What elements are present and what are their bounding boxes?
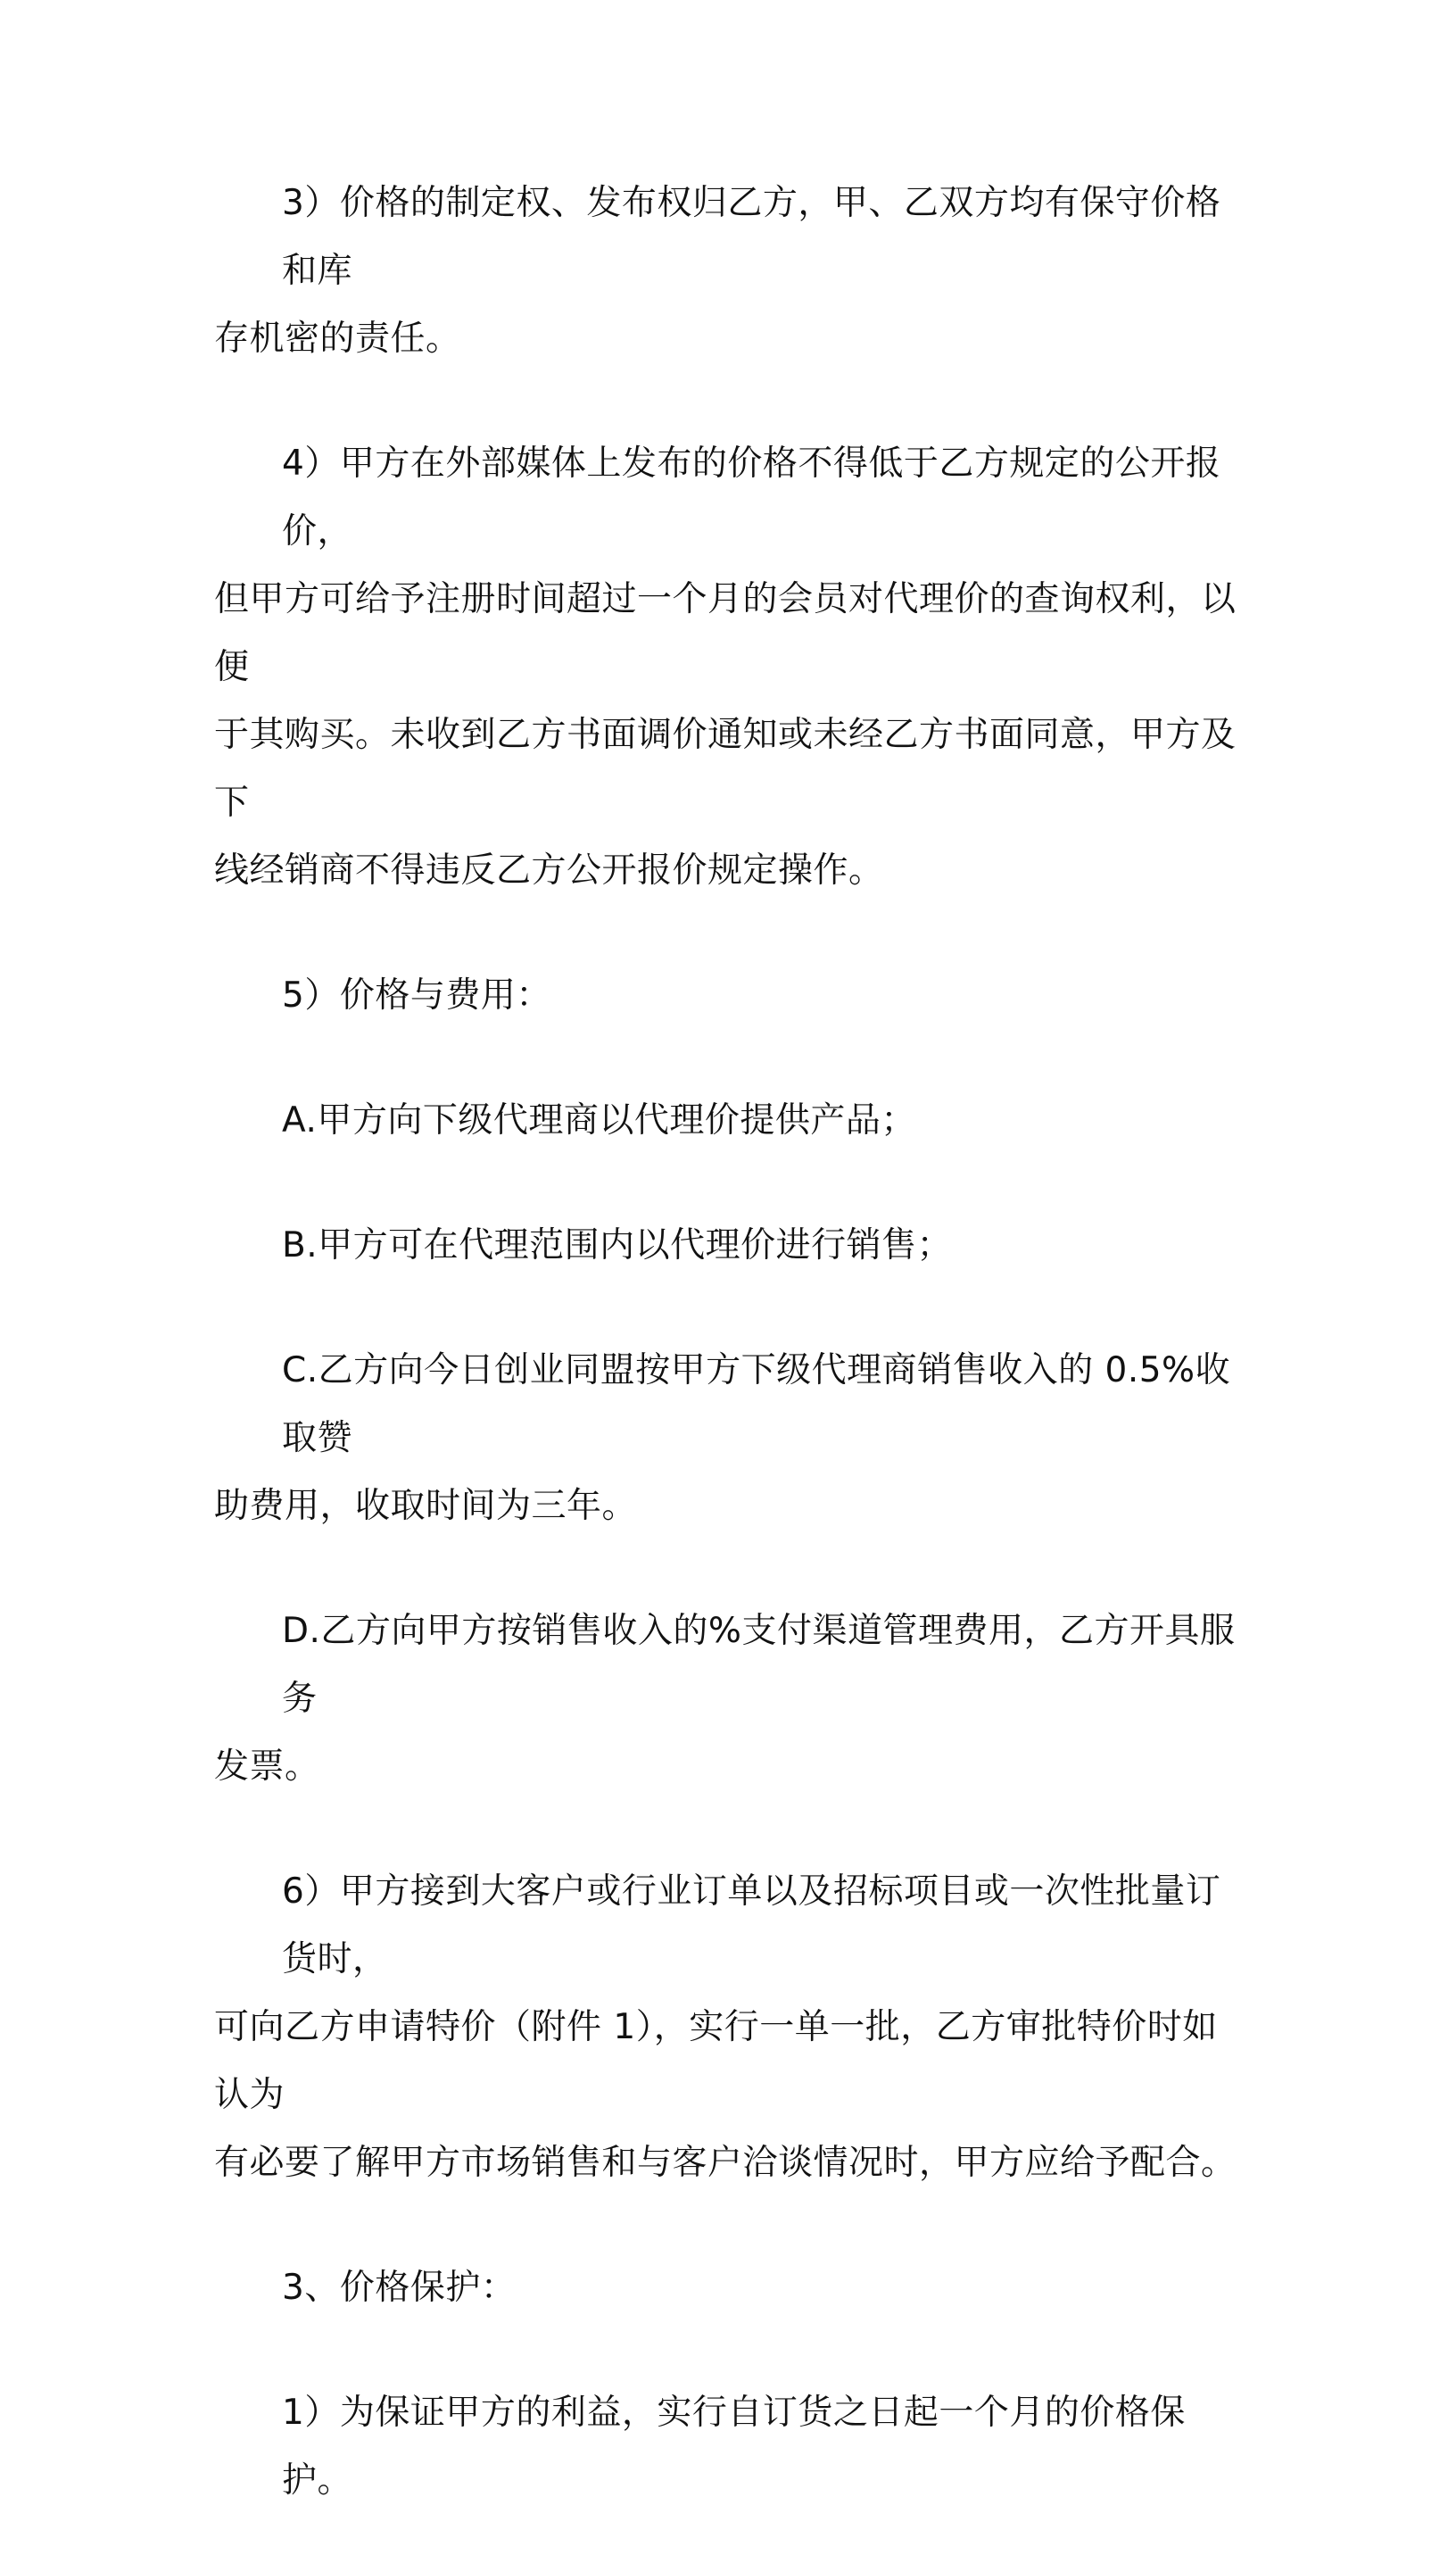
paragraph-4-media-pricing (214, 430, 1240, 905)
paragraph-line: 助费用，收取时间为三年。 (214, 1486, 638, 1526)
paragraph-item-d (214, 1597, 1240, 1801)
paragraph-item-b (214, 1212, 1240, 1280)
paragraph-line: 4）甲方在外部媒体上发布的价格不得低于乙方规定的公开报价， (282, 444, 1221, 552)
paragraph-item-a (214, 1087, 1240, 1155)
document-body (214, 170, 1240, 2572)
paragraph-line: 有必要了解甲方市场销售和与客户洽谈情况时，甲方应给予配合。 (214, 2143, 1237, 2183)
paragraph-line: 存机密的责任。 (214, 319, 461, 359)
paragraph-line: A.甲方向下级代理商以代理价提供产品； (282, 1100, 916, 1141)
paragraph-line: 1）为保证甲方的利益，实行自订货之日起一个月的价格保护。 (282, 2393, 1186, 2501)
paragraph-line: 可向乙方申请特价（附件 1），实行一单一批，乙方审批特价时如认为 (214, 2007, 1218, 2115)
paragraph-line: 线经销商不得违反乙方公开报价规定操作。 (214, 850, 884, 891)
paragraph-6-special-pricing (214, 1858, 1240, 2197)
paragraph-line: C.乙方向今日创业同盟按甲方下级代理商销售收入的 0.5%收取赞 (282, 1350, 1231, 1458)
paragraph-line: 3）价格的制定权、发布权归乙方，甲、乙双方均有保守价格和库 (282, 183, 1221, 291)
paragraph-line: 于其购买。未收到乙方书面调价通知或未经乙方书面同意，甲方及下 (214, 715, 1237, 823)
paragraph-line: 3、价格保护： (282, 2268, 517, 2308)
paragraph-1-price-protection-period (214, 2379, 1240, 2515)
paragraph-line: 5）价格与费用： (282, 975, 551, 1016)
paragraph-line: 发票。 (214, 1746, 320, 1787)
section-3-price-protection (214, 2254, 1240, 2322)
paragraph-item-c (214, 1337, 1240, 1540)
paragraph-3-pricing-rights (214, 170, 1240, 373)
paragraph-line: 6）甲方接到大客户或行业订单以及招标项目或一次性批量订货时， (282, 1871, 1221, 1979)
paragraph-5-price-and-fees (214, 962, 1240, 1030)
paragraph-line: 但甲方可给予注册时间超过一个月的会员对代理价的查询权利，以便 (214, 579, 1237, 687)
paragraph-line: B.甲方可在代理范围内以代理价进行销售； (282, 1225, 953, 1265)
paragraph-line: D.乙方向甲方按销售收入的%支付渠道管理费用，乙方开具服务 (282, 1611, 1236, 1719)
